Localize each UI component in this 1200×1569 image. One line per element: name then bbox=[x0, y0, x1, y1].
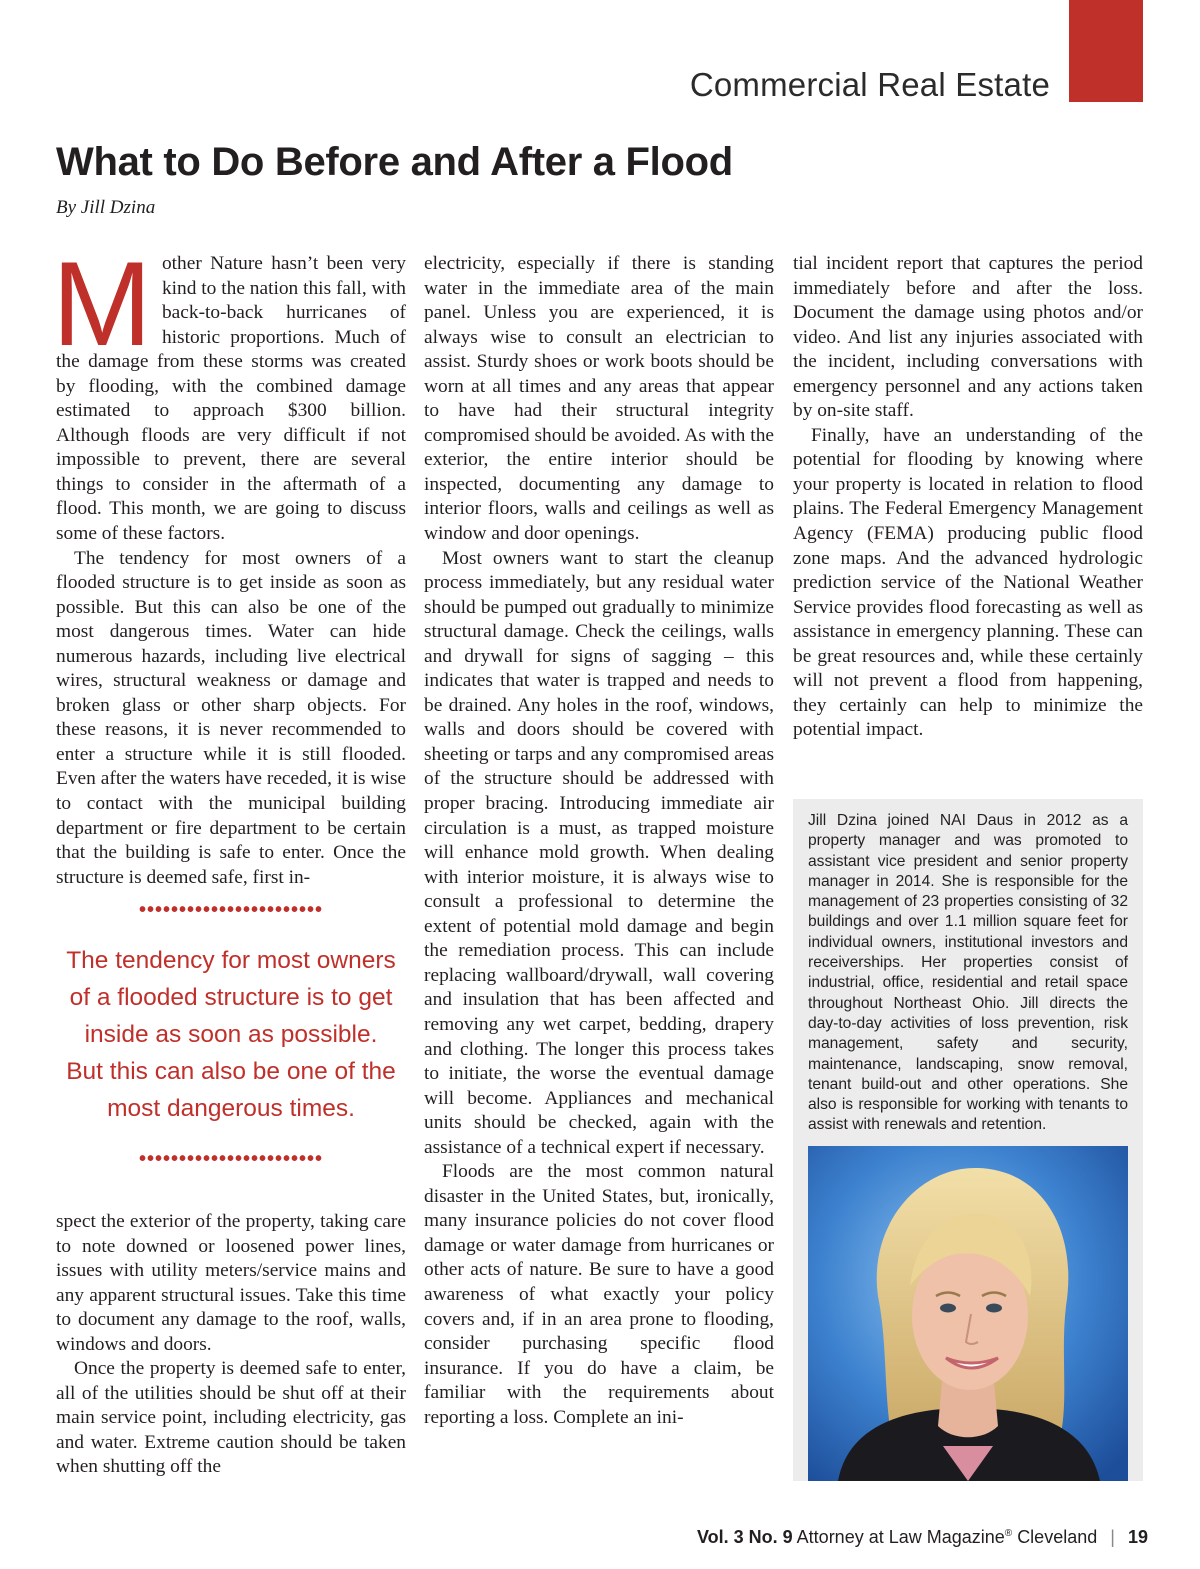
pull-quote bbox=[56, 900, 406, 1169]
paragraph: Floods are the most common natural disaster in the United States, but, ironically, many insurance policies do not cover flood damage or water damage from hurricanes or other acts of nature. Be sure to have a good awareness of what exactly your policy covers and, if in an area prone to flooding, consider purchasing specific flood insurance. If you do have a claim, be familiar with the requirements about reporting a loss. Complete an ini- bbox=[424, 1161, 774, 1428]
pull-quote-bottom-dots: ••••••••••••••••••••••• bbox=[138, 1148, 324, 1170]
article-column-2 bbox=[424, 252, 774, 1430]
article-title: What to Do Before and After a Flood bbox=[56, 140, 733, 184]
author-photo bbox=[808, 1146, 1128, 1481]
article-column-1-continued bbox=[56, 1210, 406, 1480]
drop-cap: M bbox=[52, 237, 152, 371]
pull-quote-top-dots: ••••••••••••••••••••••• bbox=[138, 899, 324, 921]
article-byline: By Jill Dzina bbox=[56, 197, 156, 218]
section-color-tab bbox=[1069, 0, 1143, 102]
article-column-1 bbox=[52, 237, 406, 890]
paragraph: Finally, have an understanding of the potential for flooding by knowing where your property is located in relation to flood plains. The Federal Emergency Management Agency (FEMA) producing public flood zone maps. And the advanced hydrologic prediction service of the National Weather Service provides flood forecasting as well as assistance in emergency planning. These can be great resources and, while these certainly will not prevent a flood from happening, they certainly can help to minimize the potential impact. bbox=[793, 424, 1143, 741]
paragraph: electricity, especially if there is standing water in the immediate area of the main panel. Unless you are experienced, it is always wise to consult an electrician to assist. Sturdy shoes or work boots should be worn at all times and any areas that appear to have had their structural integrity compromised should be avoided. As with the exterior, the entire interior should be inspected, documenting any damage to interior floors, walls and ceilings as well as window and door openings. bbox=[424, 253, 774, 545]
paragraph: tial incident report that captures the period immediately before and after the loss. Document the damage using photos and/or video. And list any injuries associated with the incident, including conversations with emergency personnel and any actions taken by on-site staff. bbox=[793, 253, 1143, 422]
paragraph: Most owners want to start the cleanup process immediately, but any residual water should be pumped out gradually to minimize structural damage. Check the ceilings, walls and drywall for signs of sagging – this indicates that water is trapped and needs to be drained. Any holes in the roof, windows, walls and doors should be covered with sheeting or tarps and any compromised areas of the structure should be addressed with proper bracing. Introducing immediate air circulation is a must, as trapped moisture will enhance mold growth. When dealing with interior moisture, it is always wise to consult a professional to determine the extent of potential mold damage and begin the remediation process. This can include replacing wallboard/drywall, wall covering and insulation that has been affected and removing any wet carpet, bedding, drapery and clothing. The longer this process takes to initiate, the worse the eventual damage will become. Appliances and mechanical units should be checked, again with the assistance of a technical expert if necessary. bbox=[424, 547, 774, 1158]
article-column-3 bbox=[793, 252, 1143, 743]
author-bio-text: Jill Dzina joined NAI Daus in 2012 as a property manager and was promoted to assistant vice president and senior property manager in 2014. She is responsible for the management of 23 properties consisting of 32 buildings and over 1.1 million square feet for individual owners, institutional investors and receiverships. Her properties consist of industrial, office, residential and retail space throughout Northeast Ohio. Jill directs the day-to-day activities of loss prevention, risk management, safety and security, maintenance, landscaping, snow removal, tenant build-out and other operations. She also is responsible for working with tenants to assist with renewals and retention. bbox=[808, 812, 1128, 1134]
section-title: Commercial Real Estate bbox=[689, 66, 1050, 103]
magazine-city: Cleveland bbox=[1017, 1527, 1098, 1547]
registered-mark: ® bbox=[1004, 1528, 1013, 1539]
paragraph: The tendency for most owners of a flooded structure is to get inside as soon as possible. But this can also be one of the most dangerous times. Water can hide numerous hazards, including live electrical wires, structural weakness or damage and broken glass or other sharp objects. For these reasons, it is never recommended to enter a structure while it is still flooded. Even after the waters have receded, it is wise to contact with the municipal building department or fire department to be certain that the building is safe to enter. Once the structure is deemed safe, first in- bbox=[56, 547, 406, 888]
footer-separator: | bbox=[1110, 1527, 1115, 1547]
author-portrait-illustration bbox=[808, 1146, 1128, 1481]
paragraph: spect the exterior of the property, taking care to note downed or loosened power lines, issues with utility meters/service mains and any apparent structural issues. Take this time to document any damage to the roof, walls, windows and doors. bbox=[56, 1211, 406, 1355]
paragraph-intro: Mother Nature hasn’t been very kind to the nation this fall, with back-to-back hurricanes of historic proportions. Much of the damage from these storms was created by flooding, with the combined damage estimated to approach $300 billion. Although floods are very difficult if not impossible to prevent, there are several things to consider in the aftermath of a flood. This month, we are going to discuss some of these factors. bbox=[52, 237, 406, 545]
paragraph: Once the property is deemed safe to enter, all of the utilities should be shut off at their main service point, including electricity, gas and water. Extreme caution should be taken when shutting off the bbox=[56, 1358, 406, 1478]
magazine-name: Attorney at Law Magazine bbox=[796, 1527, 1005, 1547]
pull-quote-text: The tendency for most owners of a flooded structure is to get inside as soon as possible. But this can also be one of the most dangerous times. bbox=[66, 947, 396, 1122]
author-bio-box bbox=[793, 799, 1143, 1481]
issue-volume: Vol. 3 No. 9 bbox=[696, 1527, 793, 1547]
page-number: 19 bbox=[1127, 1527, 1148, 1547]
page-footer bbox=[697, 1527, 1148, 1548]
